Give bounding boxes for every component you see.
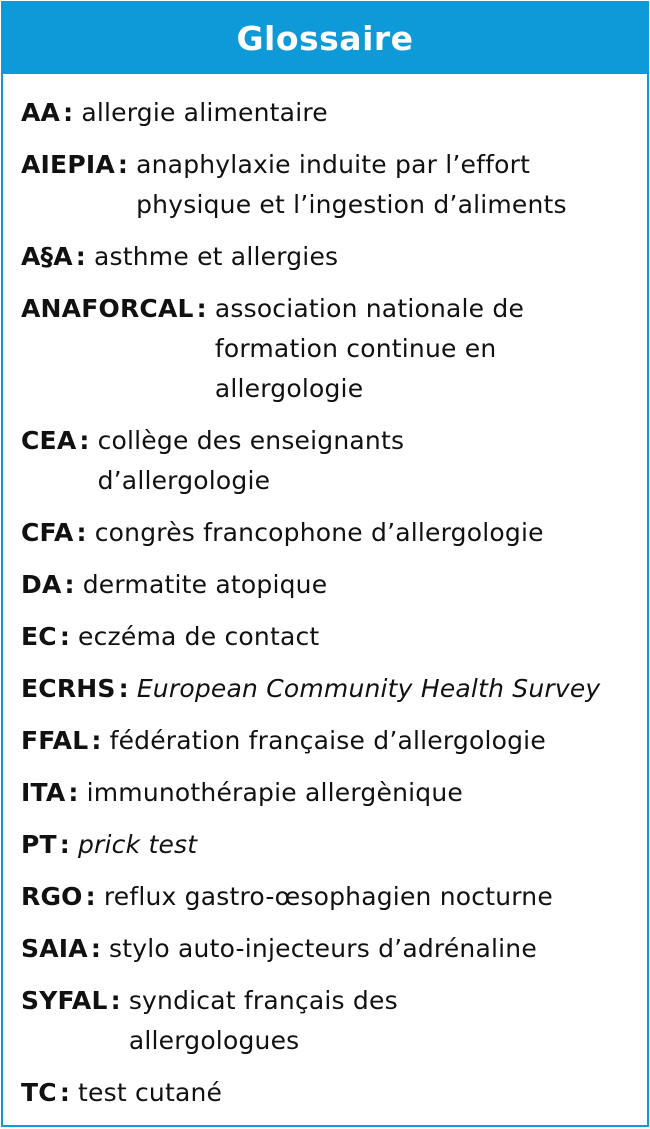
glossary-entry [21,289,647,409]
glossary-entry [21,565,647,605]
glossary-separator: : [110,986,121,1015]
glossary-separator: : [63,98,74,127]
glossary-abbreviation: PT [21,830,57,859]
glossary-definition: prick test [77,830,198,859]
glossary-definition: collège des enseignants d’allergologie [97,426,405,495]
glossary-definition: association nationale de formation continue en allergologie [214,294,525,403]
glossary-definition: reflux gastro-œsophagien nocturne [103,882,553,911]
glossary-header [3,3,647,74]
glossary-entry [21,669,647,709]
glossary-separator: : [68,778,79,807]
glossary-separator: : [75,242,86,271]
glossary-abbreviation: SAIA [21,934,88,963]
glossary-separator: : [196,294,207,323]
glossary-separator: : [91,726,102,755]
glossary-separator: : [59,622,71,651]
glossary-abbreviation: SYFAL [21,986,108,1015]
glossary-definition: allergie alimentaire [81,98,328,127]
glossary-abbreviation: ECRHS [21,674,116,703]
glossary-definition: stylo auto-injecteurs d’adrénaline [109,934,537,963]
glossary-entry [21,93,647,133]
glossary-abbreviation: RGO [21,882,83,911]
glossary-entry [21,825,647,865]
glossary-definition: anaphylaxie induite par l’effort physique et l’ingestion d’aliments [136,150,567,219]
glossary-separator: : [79,426,90,455]
glossary-entry [21,421,647,501]
glossary-entry [21,513,647,553]
glossary-separator: : [59,830,70,859]
glossary-definition: syndicat français des allergologues [128,986,398,1055]
glossary-abbreviation: AA [21,98,61,127]
glossary-abbreviation: DA [21,570,62,599]
glossary-definition: European Community Health Survey [136,674,601,703]
glossary-entry [21,721,647,761]
glossary-abbreviation: A§A [21,242,73,271]
glossary-definition: immunothérapie allergènique [86,778,463,807]
glossary-entry [21,1073,647,1113]
glossary-separator: : [90,934,102,963]
glossary-abbreviation: EC [21,622,57,651]
glossary-abbreviation: ITA [21,778,66,807]
glossary-abbreviation: TC [21,1078,57,1107]
glossary-abbreviation: FFAL [21,726,89,755]
glossary-abbreviation: CEA [21,426,77,455]
glossary-definition: asthme et allergies [94,242,339,271]
glossary-separator: : [85,882,96,911]
glossary-entry [21,929,647,969]
glossary-entry [21,773,647,813]
glossary-entry [21,145,647,225]
glossary-separator: : [118,674,129,703]
glossary-definition: fédération française d’allergologie [109,726,546,755]
glossary-entry [21,617,647,657]
glossary-abbreviation: ANAFORCAL [21,294,194,323]
glossary-separator: : [59,1078,71,1107]
glossary-entry [21,237,647,277]
glossary-title: Glossaire [236,19,414,58]
glossary-abbreviation: AIEPIA [21,150,115,179]
glossary-separator: : [76,518,87,547]
glossary-abbreviation: CFA [21,518,74,547]
glossary-separator: : [64,570,75,599]
glossary-separator: : [117,150,129,179]
glossary-definition: eczéma de contact [78,622,320,651]
glossary-definition: dermatite atopique [82,570,328,599]
glossary-entry [21,981,647,1061]
glossary-entry [21,877,647,917]
glossary-box [1,1,649,1127]
glossary-list [3,74,647,1113]
glossary-definition: congrès francophone d’allergologie [94,518,544,547]
glossary-definition: test cutané [78,1078,223,1107]
